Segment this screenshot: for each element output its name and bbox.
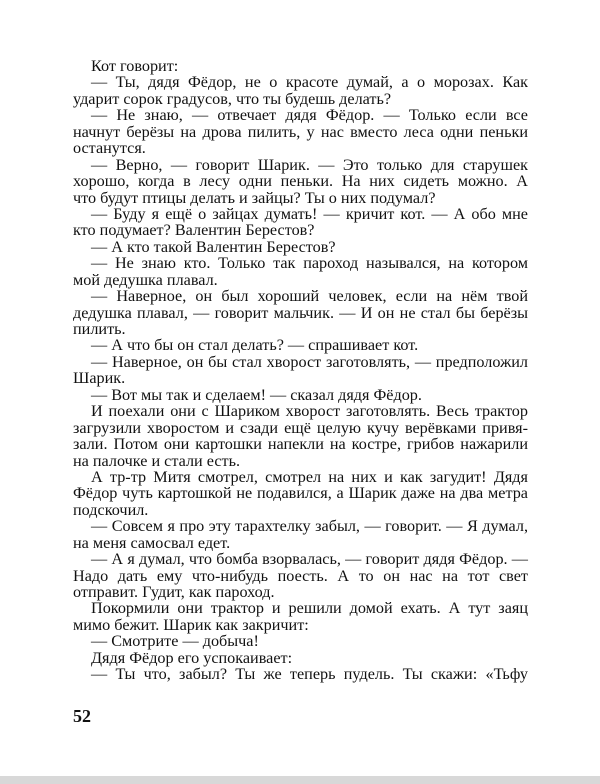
text-line: А тр-тр Митя смотрел, смотрел на них и как загудит! Дядя xyxy=(91,467,528,486)
text-line: загрузили хворостом и сзади ещё целую кучу верёвками привя- xyxy=(73,418,528,437)
text-line: — Не знаю, — отвечает дядя Фёдор. — Только если все xyxy=(91,106,528,125)
text-line: кто подумает? Валентин Берестов? xyxy=(73,221,315,240)
text-line: мимо бежит. Шарик как закричит: xyxy=(73,615,309,634)
text-line: — Смотрите — добыча! xyxy=(91,632,259,651)
page-body-text xyxy=(73,58,528,683)
text-line: — Не знаю кто. Только так пароход назывался, на котором xyxy=(91,254,528,273)
text-line: дедушка плавал, — говорит мальчик. — И он не стал бы берёзы xyxy=(73,303,528,322)
text-line: останутся. xyxy=(73,139,146,158)
text-line: — Наверное, он был хороший человек, если на нём твой xyxy=(91,287,528,306)
text-line: на меня самосвал едет. xyxy=(73,533,231,552)
text-line: Шарик. xyxy=(73,369,126,388)
text-line: хорошо, когда в лесу одни пеньки. На них сидеть можно. А xyxy=(73,172,528,191)
text-line: Дядя Фёдор его успокаивает: xyxy=(91,648,293,667)
text-line: — Вот мы так и сделаем! — сказал дядя Фёдор. xyxy=(91,385,422,404)
text-line: — Наверное, он бы стал хворост заготовлять, — предположил xyxy=(91,352,528,371)
text-line: начнут берёзы на дрова пилить, у нас вместо леса одни пеньки xyxy=(73,122,528,141)
text-line: — А кто такой Валентин Берестов? xyxy=(91,237,336,256)
text-line: — Совсем я про эту тарахтелку забыл, — говорит. — Я думал, xyxy=(91,517,528,536)
scan-bottom-edge xyxy=(0,776,600,784)
text-line: И поехали они с Шариком хворост заготовлять. Весь трактор xyxy=(91,402,528,421)
text-line: пилить. xyxy=(73,320,126,338)
text-line: Фёдор чуть картошкой не подавился, а Шарик даже на два метра xyxy=(73,484,528,503)
text-line: Кот говорит: xyxy=(91,57,179,75)
text-line: — Верно, — говорит Шарик. — Это только для старушек xyxy=(91,155,528,174)
text-line: — А что бы он стал делать? — спрашивает кот. xyxy=(91,336,419,355)
text-line: — Буду я ещё о зайцах думать! — кричит кот. — А обо мне xyxy=(91,204,528,223)
text-line: — А я думал, что бомба взорвалась, — говорит дядя Фёдор. — xyxy=(91,550,528,569)
text-line: Покормили они трактор и решили домой ехать. А тут заяц xyxy=(91,599,528,618)
text-line: отправит. Гудит, как пароход. xyxy=(73,583,275,601)
text-line: мой дедушка плавал. xyxy=(73,270,218,289)
text-line: — Ты, дядя Фёдор, не о красоте думай, а о морозах. Как xyxy=(91,73,528,92)
text-line: подскочил. xyxy=(73,500,149,519)
text-line: на палочке и стали есть. xyxy=(73,451,241,470)
text-line: что будут птицы делать и зайцы? Ты о них подумал? xyxy=(73,188,436,207)
text-line: зали. Потом они картошки напекли на костре, грибов нажарили xyxy=(73,435,528,454)
text-line: Надо дать ему что-нибудь поесть. А то он нас на тот свет xyxy=(73,566,528,585)
page-number: 52 xyxy=(73,706,91,726)
text-line: — Ты что, забыл? Ты же теперь пудель. Ты скажи: «Тьфу xyxy=(91,665,528,684)
text-line: ударит сорок градусов, что ты будешь делать? xyxy=(73,89,392,108)
